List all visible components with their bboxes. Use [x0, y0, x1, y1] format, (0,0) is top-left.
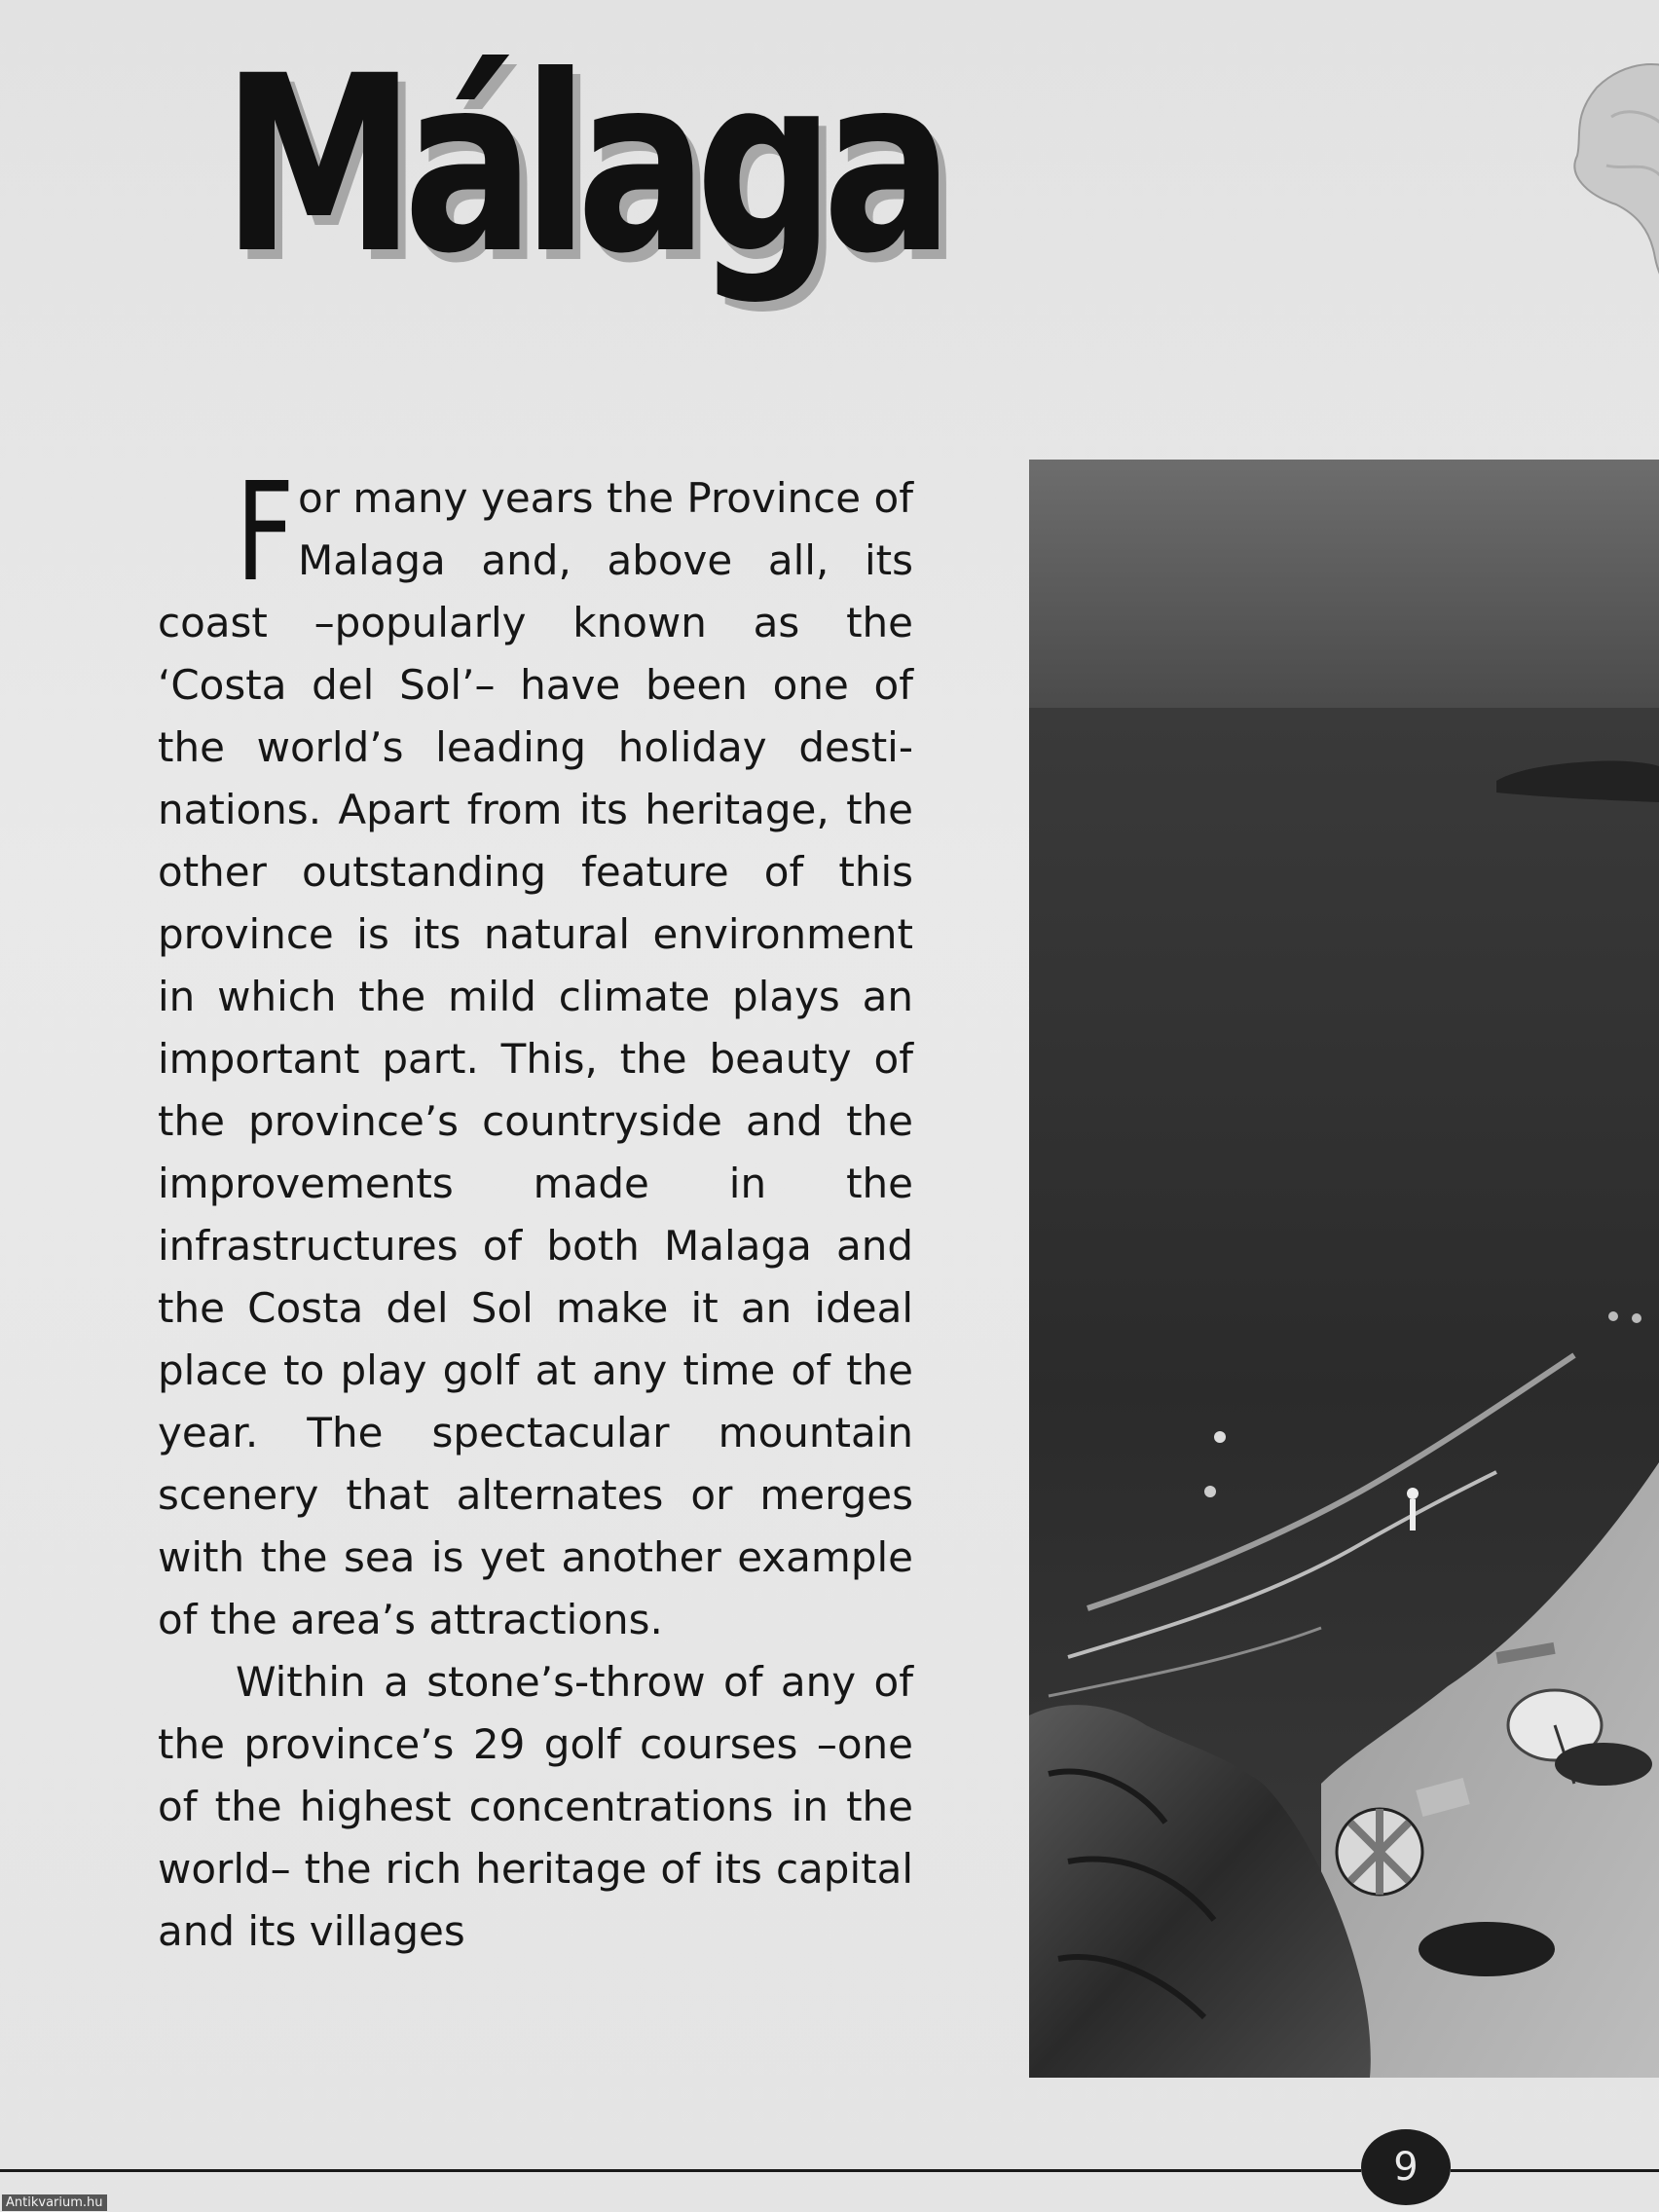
paragraph-1 [158, 454, 913, 1651]
paragraph-2: Within a stone’s-throw of any of the province’s 29 golf courses –one of the highest concentrations in the world– the rich heritage of its capital and its villages [158, 1658, 913, 1955]
footer-rule-left [0, 2169, 1361, 2172]
paragraph-1-text: or many years the Province of Malaga and, above all, its coast –popularly known as the ‘Costa del Sol’– have been one of the world’s leading holiday destinations. Apart from its heritage, the other outstanding feature of this province is its natural environment in which the mild climate plays an important part. This, the beauty of the province’s countryside and the improvements made in the infrastructures of both Malaga and the Costa del Sol make it an ideal place to play golf at any time of the year. The spectacular mountain scenery that alternates or merges with the sea is yet another example of the area’s attractions. [158, 474, 913, 1643]
page-number: 9 [1393, 2145, 1419, 2190]
article-body [158, 454, 913, 1963]
beach-photo-image [1029, 460, 1659, 2078]
drop-cap: F [236, 454, 295, 612]
page-title: Málaga [222, 23, 941, 307]
footer-rule-right [1451, 2169, 1659, 2172]
beach-photo [1029, 460, 1659, 2078]
watermark: Antikvarium.hu [2, 2194, 107, 2211]
decorative-shape-icon [1558, 58, 1659, 312]
